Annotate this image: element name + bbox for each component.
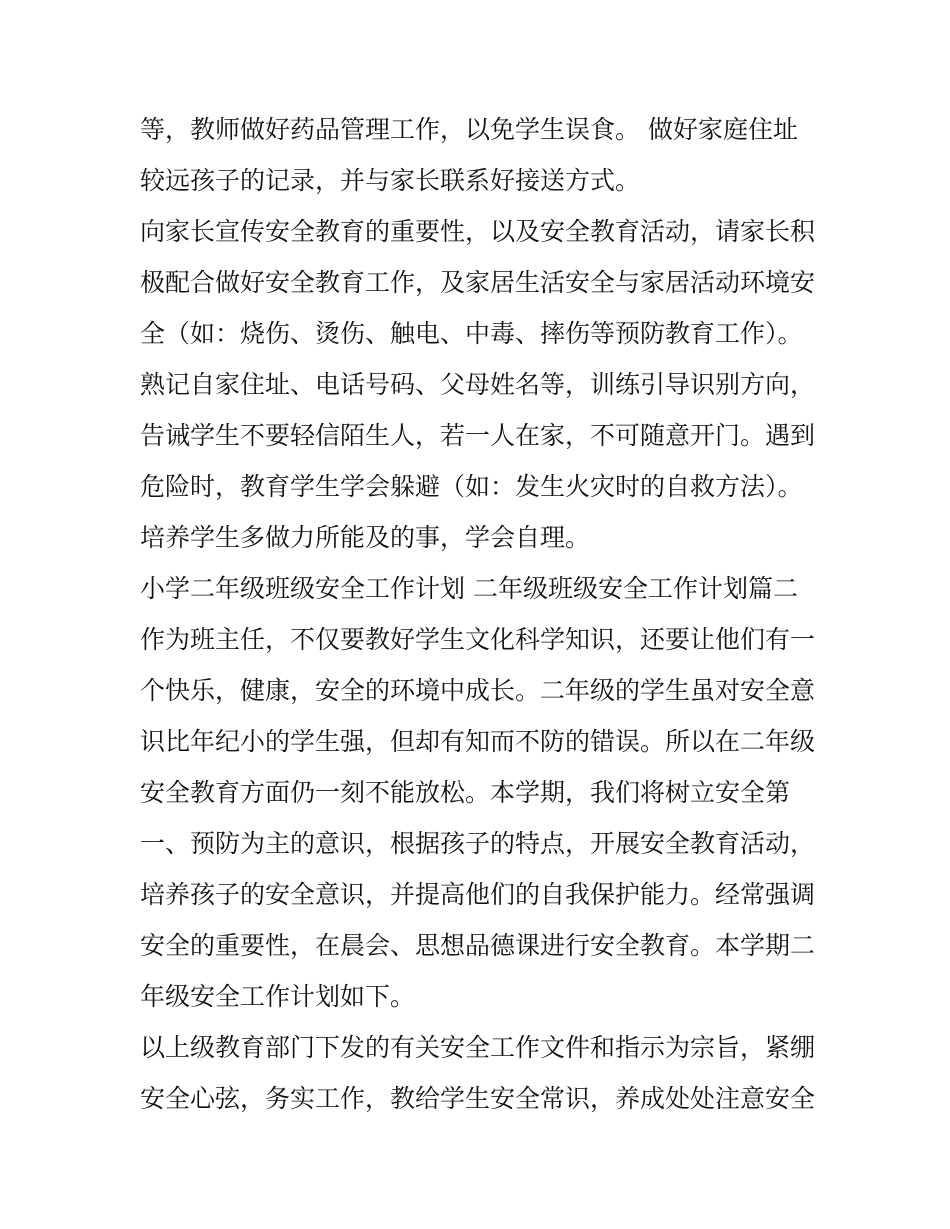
text-line: 极配合做好安全教育工作，及家居生活安全与家居活动环境安 — [140, 268, 816, 297]
paragraph-1 — [140, 104, 820, 206]
text-line: 以上级教育部门下发的有关安全工作文件和指示为宗旨，紧绷 — [140, 1033, 816, 1062]
text-line: 安全心弦，务实工作，教给学生安全常识，养成处处注意安全 — [140, 1084, 816, 1113]
document-body — [140, 104, 820, 1124]
text-line: 作为班主任，不仅要教好学生文化科学知识，还要让他们有一 — [140, 625, 816, 654]
text-line: 个快乐，健康，安全的环境中成长。二年级的学生虽对安全意 — [140, 676, 816, 705]
paragraph-4 — [140, 1022, 820, 1124]
text-line: 熟记自家住址、电话号码、父母姓名等，训练引导识别方向， — [140, 370, 816, 399]
text-line: 一、预防为主的意识，根据孩子的特点，开展安全教育活动， — [140, 829, 816, 858]
text-line: 识比年纪小的学生强，但却有知而不防的错误。所以在二年级 — [140, 727, 816, 756]
text-line: 年级安全工作计划如下。 — [140, 982, 416, 1011]
text-line: 向家长宣传安全教育的重要性，以及安全教育活动，请家长积 — [140, 217, 816, 246]
text-line: 等，教师做好药品管理工作，以免学生误食。 做好家庭住址 — [140, 115, 798, 144]
text-line: 培养孩子的安全意识，并提高他们的自我保护能力。经常强调 — [140, 880, 816, 909]
text-line: 安全的重要性，在晨会、思想品德课进行安全教育。本学期二 — [140, 931, 816, 960]
paragraph-3 — [140, 563, 820, 1022]
text-line: 小学二年级班级安全工作计划 二年级班级安全工作计划篇二 — [140, 574, 798, 603]
paragraph-2 — [140, 206, 820, 563]
text-line: 培养学生多做力所能及的事，学会自理。 — [140, 523, 591, 552]
text-line: 安全教育方面仍一刻不能放松。本学期，我们将树立安全第 — [140, 778, 791, 807]
text-line: 告诫学生不要轻信陌生人，若一人在家，不可随意开门。遇到 — [140, 421, 816, 450]
text-line: 全（如：烧伤、烫伤、触电、中毒、摔伤等预防教育工作）。 — [140, 319, 803, 348]
text-line: 较远孩子的记录，并与家长联系好接送方式。 — [140, 166, 641, 195]
text-line: 危险时，教育学生学会躲避（如：发生火灾时的自救方法）。 — [140, 472, 803, 501]
